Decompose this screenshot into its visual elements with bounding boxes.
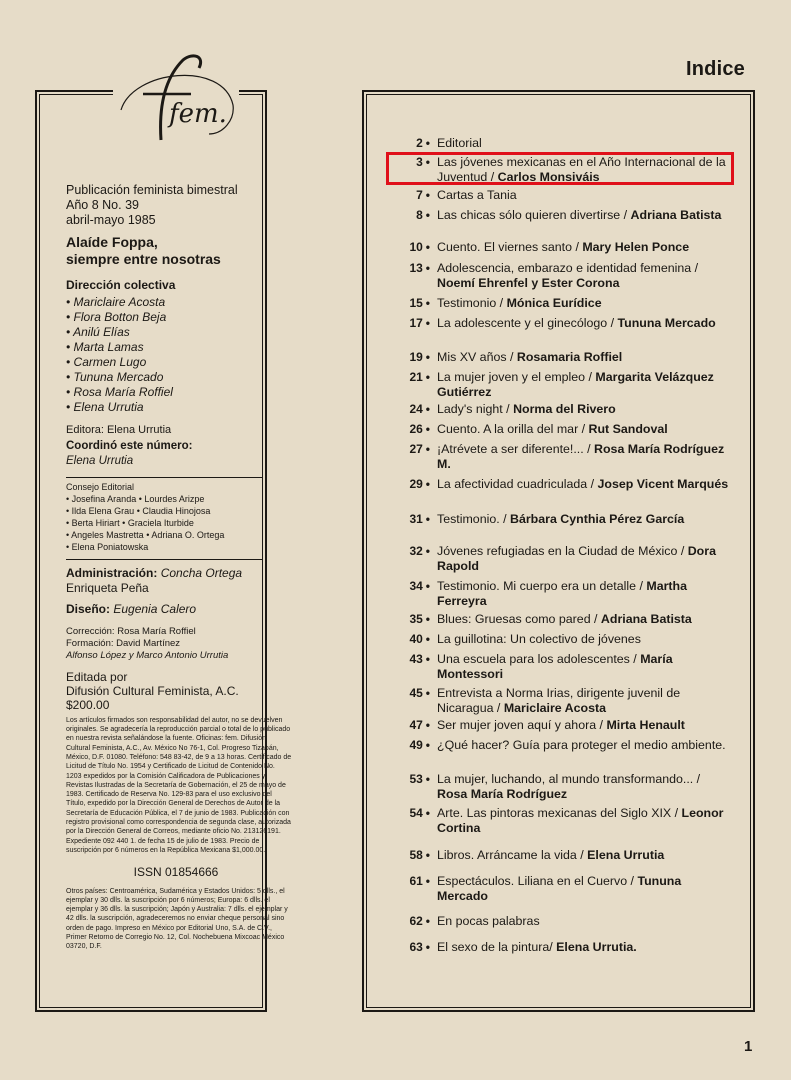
consejo-line: • Ilda Elena Grau • Claudia Hinojosa bbox=[66, 506, 211, 517]
toc-page-value: 27 bbox=[409, 442, 423, 456]
toc-page-value: 10 bbox=[409, 240, 423, 254]
toc-page-value: 3 bbox=[416, 155, 423, 169]
toc-text bbox=[437, 422, 729, 437]
toc-author: Dora Rapold bbox=[437, 544, 716, 573]
toc-author: Mariclaire Acosta bbox=[503, 701, 606, 715]
publication-date: abril-mayo 1985 bbox=[66, 213, 156, 227]
toc-title: El sexo de la pintura/ bbox=[437, 940, 553, 954]
toc-page-number bbox=[380, 772, 430, 787]
toc-page-number bbox=[380, 686, 430, 701]
bullet-icon: • bbox=[425, 316, 430, 330]
toc-page-value: 61 bbox=[409, 874, 423, 888]
toc-text bbox=[437, 316, 729, 331]
highlight-box bbox=[386, 152, 734, 185]
toc-title: ¡Atrévete a ser diferente!... / bbox=[437, 442, 591, 456]
admin-label: Administración: bbox=[66, 566, 158, 581]
toc-text bbox=[437, 296, 729, 311]
toc-title: Las chicas sólo quieren divertirse / bbox=[437, 208, 628, 222]
toc-page-number bbox=[380, 874, 430, 889]
toc-text bbox=[437, 579, 729, 609]
toc-page-number bbox=[380, 350, 430, 365]
toc-author: Elena Urrutia. bbox=[556, 940, 637, 954]
bullet-icon: • bbox=[425, 772, 430, 786]
direccion-member: • Anilú Elías bbox=[66, 325, 130, 340]
bullet-icon: • bbox=[425, 422, 430, 436]
consejo-title: Consejo Editorial bbox=[66, 477, 262, 494]
toc-page-number bbox=[380, 738, 430, 753]
toc-author: María Montessori bbox=[437, 652, 673, 681]
toc-page-number bbox=[380, 718, 430, 733]
issn: ISSN 01854666 bbox=[133, 865, 219, 880]
toc-title: Entrevista a Norma Irias, dirigente juvenil de Nicaragua / bbox=[437, 686, 681, 715]
toc-page-number bbox=[380, 370, 430, 385]
bullet-icon: • bbox=[425, 940, 430, 954]
toc-title: Las jóvenes mexicanas en el Año Internacional de la Juventud / bbox=[437, 155, 726, 184]
toc-text bbox=[437, 652, 729, 682]
bullet-icon: • bbox=[425, 579, 430, 593]
divider bbox=[66, 559, 262, 560]
toc-title: La mujer, luchando, al mundo transformando... / bbox=[437, 772, 701, 786]
direccion-list bbox=[66, 295, 288, 415]
toc-text bbox=[437, 208, 729, 223]
toc-page-value: 45 bbox=[409, 686, 423, 700]
bullet-icon: • bbox=[425, 370, 430, 384]
toc-page-number bbox=[380, 188, 430, 203]
toc-title: Una escuela para los adolescentes / bbox=[437, 652, 637, 666]
coordino-name: Elena Urrutia bbox=[66, 455, 134, 468]
toc-page-value: 43 bbox=[409, 652, 423, 666]
toc-title: Cuento. El viernes santo / bbox=[437, 240, 579, 254]
toc-page-value: 54 bbox=[409, 806, 423, 820]
formacion-2: Alfonso López y Marco Antonio Urrutia bbox=[66, 649, 229, 661]
toc-page-value: 62 bbox=[409, 914, 423, 928]
toc-author: Rosa María Rodríguez M. bbox=[437, 442, 725, 471]
toc-page-value: 49 bbox=[409, 738, 423, 752]
toc-author: Noemí Ehrenfel y Ester Corona bbox=[437, 276, 620, 290]
legal-notice: Los artículos firmados son responsabilidad del autor, no se devuelven originales. Se agradecería la reproducción parcial o total de lo publicado en nuestra revista señalándose la fuente. Oficinas: fem. Difusión Cultural Feminista, A.C., Av. México No 76-1, Col. Progreso Tizapán, México, D.F. 01080. Teléfono: 548 83-42, de 9 a 13 horas. Certificado de Licitud de Título No. 1954 y Certificado de Licitud de Contenido No. 1203 expedidos por la Comisión Calificadora de Publicaciones y Revistas Ilustradas de la Secretaría de Gobernación, el 25 de mayo de 1983. Certificado de Reserva No. 129-83 para el uso exclusivo del Título, expedido por la Dirección General de Derechos de Autor de la Secretaría de Educación Pública, el 7 de junio de 1983. Publicación con registro provisional como correspondencia de segunda clase, autorizada por la Dirección General de Correos, mediante oficio No. 213126191. Expediente 092 440 1. de fecha 15 de julio de 1983. Precio de suscripción por 6 números en la República Mexicana $1,000.00. bbox=[66, 716, 292, 854]
toc-text bbox=[437, 261, 729, 291]
editada-line: Difusión Cultural Feminista, A.C. bbox=[66, 683, 239, 698]
toc-page-value: 7 bbox=[416, 188, 423, 202]
bullet-icon: • bbox=[425, 806, 430, 820]
toc-page-number bbox=[380, 422, 430, 437]
toc-author: Rut Sandoval bbox=[588, 422, 668, 436]
toc-page-number bbox=[380, 477, 430, 492]
toc-text bbox=[437, 350, 729, 365]
toc-page-value: 63 bbox=[409, 940, 423, 954]
toc-page-value: 34 bbox=[409, 579, 423, 593]
bullet-icon: • bbox=[425, 477, 430, 491]
toc-page-number bbox=[380, 512, 430, 527]
toc-page-value: 15 bbox=[409, 296, 423, 310]
toc-title: Cartas a Tania bbox=[437, 188, 517, 202]
toc-page-number bbox=[380, 632, 430, 647]
toc-text bbox=[437, 136, 729, 151]
direccion-member: • Flora Botton Beja bbox=[66, 310, 167, 325]
toc-author: Carlos Monsiváis bbox=[497, 170, 600, 184]
admin-name: Concha Ortega bbox=[160, 566, 243, 581]
toc-title: Mis XV años / bbox=[437, 350, 514, 364]
toc-title: En pocas palabras bbox=[437, 914, 540, 928]
fem-logo bbox=[113, 50, 239, 146]
toc-text bbox=[437, 806, 729, 836]
bullet-icon: • bbox=[425, 632, 430, 646]
masthead-content bbox=[66, 183, 292, 952]
page-number: 1 bbox=[744, 1038, 753, 1055]
toc-page-number bbox=[380, 136, 430, 151]
toc-page-number bbox=[380, 848, 430, 863]
toc-text bbox=[437, 612, 729, 627]
toc-text bbox=[437, 477, 729, 492]
toc-author: Leonor Cortina bbox=[437, 806, 724, 835]
bullet-icon: • bbox=[425, 402, 430, 416]
toc-page-value: 19 bbox=[409, 350, 423, 364]
bullet-icon: • bbox=[425, 188, 430, 202]
toc-text bbox=[437, 718, 729, 733]
bullet-icon: • bbox=[425, 442, 430, 456]
toc-page-value: 47 bbox=[409, 718, 423, 732]
toc-page-number bbox=[380, 612, 430, 627]
toc-title: La mujer joven y el empleo / bbox=[437, 370, 592, 384]
toc-page-value: 40 bbox=[409, 632, 423, 646]
bullet-icon: • bbox=[425, 874, 430, 888]
bullet-icon: • bbox=[425, 718, 430, 732]
logo-text: fem. bbox=[169, 99, 227, 129]
toc-title: Blues: Gruesas como pared / bbox=[437, 612, 598, 626]
toc-author: Adriana Batista bbox=[630, 208, 722, 222]
bullet-icon: • bbox=[425, 686, 430, 700]
toc-author: Mary Helen Ponce bbox=[582, 240, 690, 254]
bullet-icon: • bbox=[425, 240, 430, 254]
toc-title: Arte. Las pintoras mexicanas del Siglo XIX / bbox=[437, 806, 679, 820]
bullet-icon: • bbox=[425, 155, 430, 169]
toc-page-number bbox=[380, 806, 430, 821]
toc-author: Tununa Mercado bbox=[437, 874, 682, 903]
administracion bbox=[66, 566, 288, 596]
toc-page-value: 24 bbox=[409, 402, 423, 416]
credits bbox=[66, 626, 288, 662]
other-countries: Otros países: Centroamérica, Sudamérica y Estados Unidos: 5 dlls., el ejemplar y 30 dlls. la suscripción por 6 números; Europa: 6 dlls. el ejemplar y 36 dlls. la suscripción; Japón y Australia: 7 dlls. el ejemplar y 42 dlls. la suscripción, agradeceremos no enviar cheque personal sino orden de pago. Impreso en México por Editorial Uno, S.A. de C.V., Primer Retorno de Corregio No. 12, Col. Nochebuena Mixcoac México 03720, D.F. bbox=[66, 887, 288, 951]
diseno-name: Eugenia Calero bbox=[113, 602, 197, 617]
toc-text bbox=[437, 914, 729, 929]
publication-issue: Año 8 No. 39 bbox=[66, 198, 139, 212]
bullet-icon: • bbox=[425, 261, 430, 275]
publication-info bbox=[66, 183, 288, 228]
tribute-line: Alaíde Foppa, bbox=[66, 234, 158, 250]
toc-page-number bbox=[380, 402, 430, 417]
diseno bbox=[66, 602, 288, 617]
toc-page-value: 8 bbox=[416, 208, 423, 222]
toc-title: La guillotina: Un colectivo de jóvenes bbox=[437, 632, 641, 646]
toc-text bbox=[437, 940, 729, 955]
toc-page-value: 26 bbox=[409, 422, 423, 436]
consejo-line: • Josefina Aranda • Lourdes Arizpe bbox=[66, 494, 205, 505]
toc-page-value: 21 bbox=[409, 370, 423, 384]
bullet-icon: • bbox=[425, 652, 430, 666]
toc-page-number bbox=[380, 240, 430, 255]
toc-page-number bbox=[380, 296, 430, 311]
toc-author: Mónica Eurídice bbox=[506, 296, 602, 310]
consejo-line: • Berta Hiriart • Graciela Iturbide bbox=[66, 518, 194, 529]
toc-author: Norma del Rivero bbox=[513, 402, 616, 416]
toc-title: Lady's night / bbox=[437, 402, 510, 416]
toc-page-value: 31 bbox=[409, 512, 423, 526]
toc-page-value: 17 bbox=[409, 316, 423, 330]
toc-title: Testimonio / bbox=[437, 296, 504, 310]
toc-text bbox=[437, 370, 729, 400]
toc-text bbox=[437, 512, 729, 527]
toc-title: Ser mujer joven aquí y ahora / bbox=[437, 718, 603, 732]
toc-title: Adolescencia, embarazo e identidad femenina / bbox=[437, 261, 699, 275]
toc-text bbox=[437, 188, 729, 203]
bullet-icon: • bbox=[425, 848, 430, 862]
toc-author: Tununa Mercado bbox=[617, 316, 716, 330]
toc-page-number bbox=[380, 579, 430, 594]
admin-name-2: Enriqueta Peña bbox=[66, 581, 149, 596]
toc-text bbox=[437, 686, 729, 716]
toc-author: Bárbara Cynthia Pérez García bbox=[510, 512, 685, 526]
toc-author: Martha Ferreyra bbox=[437, 579, 688, 608]
toc-author: Rosamaria Roffiel bbox=[516, 350, 623, 364]
toc-text bbox=[437, 848, 729, 863]
toc-author: Adriana Batista bbox=[600, 612, 692, 626]
toc-text bbox=[437, 240, 729, 255]
bullet-icon: • bbox=[425, 512, 430, 526]
toc-page-number bbox=[380, 261, 430, 276]
toc-text bbox=[437, 632, 729, 647]
toc-page-number bbox=[380, 940, 430, 955]
toc-page-number bbox=[380, 442, 430, 457]
toc-text bbox=[437, 738, 729, 753]
bullet-icon: • bbox=[425, 738, 430, 752]
toc-author: Josep Vicent Marqués bbox=[597, 477, 729, 491]
toc-title: Espectáculos. Liliana en el Cuervo / bbox=[437, 874, 634, 888]
toc-title: La afectividad cuadriculada / bbox=[437, 477, 595, 491]
direccion-title: Dirección colectiva bbox=[66, 278, 176, 292]
coordino-label: Coordinó este número: bbox=[66, 440, 193, 453]
tribute bbox=[66, 234, 288, 268]
toc-text bbox=[437, 402, 729, 417]
correccion: Corrección: Rosa María Roffiel bbox=[66, 625, 196, 637]
toc-page-value: 35 bbox=[409, 612, 423, 626]
editada-line: Editada por bbox=[66, 669, 128, 684]
bullet-icon: • bbox=[425, 544, 430, 558]
consejo-line: • Elena Poniatowska bbox=[66, 542, 149, 553]
toc-text bbox=[437, 442, 729, 472]
toc-author: Margarita Velázquez Gutiérrez bbox=[437, 370, 714, 399]
consejo-list bbox=[66, 493, 266, 553]
toc-text bbox=[437, 772, 729, 802]
bullet-icon: • bbox=[425, 296, 430, 310]
toc-page-value: 13 bbox=[409, 261, 423, 275]
toc-page-value: 58 bbox=[409, 848, 423, 862]
toc-page-number bbox=[380, 652, 430, 667]
toc-title: Libros. Arráncame la vida / bbox=[437, 848, 584, 862]
toc-page-value: 2 bbox=[416, 136, 423, 150]
direccion-member: • Carmen Lugo bbox=[66, 355, 147, 370]
toc-author: Elena Urrutia bbox=[587, 848, 665, 862]
index-heading: Indice bbox=[686, 58, 745, 80]
toc-page-number bbox=[380, 914, 430, 929]
toc-page-value: 29 bbox=[409, 477, 423, 491]
direccion-member: • Rosa María Roffiel bbox=[66, 385, 173, 400]
formacion: Formación: David Martínez bbox=[66, 637, 181, 649]
bullet-icon: • bbox=[425, 208, 430, 222]
toc-text bbox=[437, 874, 729, 904]
editora: Editora: Elena Urrutia bbox=[66, 424, 172, 437]
direccion-member: • Mariclaire Acosta bbox=[66, 295, 166, 310]
toc-title: ¿Qué hacer? Guía para proteger el medio ambiente. bbox=[437, 738, 726, 752]
toc-page-number bbox=[380, 544, 430, 559]
toc-title: Cuento. A la orilla del mar / bbox=[437, 422, 586, 436]
toc-title: Jóvenes refugiadas en la Ciudad de México / bbox=[437, 544, 685, 558]
diseno-label: Diseño: bbox=[66, 602, 111, 617]
bullet-icon: • bbox=[425, 914, 430, 928]
toc-page-value: 53 bbox=[409, 772, 423, 786]
direccion-member: • Tununa Mercado bbox=[66, 370, 164, 385]
tribute-line: siempre entre nosotras bbox=[66, 251, 221, 267]
bullet-icon: • bbox=[425, 350, 430, 364]
toc-title: La adolescente y el ginecólogo / bbox=[437, 316, 615, 330]
toc-title: Testimonio. / bbox=[437, 512, 507, 526]
bullet-icon: • bbox=[425, 612, 430, 626]
bullet-icon: • bbox=[425, 136, 430, 150]
consejo-line: • Angeles Mastretta • Adriana O. Ortega bbox=[66, 530, 225, 541]
toc-author: Mirta Henault bbox=[606, 718, 685, 732]
direccion-member: • Elena Urrutia bbox=[66, 400, 144, 415]
toc-title: Testimonio. Mi cuerpo era un detalle / bbox=[437, 579, 643, 593]
toc-page-number bbox=[380, 208, 430, 223]
toc-author: Rosa María Rodríguez bbox=[437, 787, 568, 801]
toc-text bbox=[437, 544, 729, 574]
direccion-member: • Marta Lamas bbox=[66, 340, 144, 355]
toc-title: Editorial bbox=[437, 136, 482, 150]
publication-type: Publicación feminista bimestral bbox=[66, 183, 238, 197]
editada bbox=[66, 670, 288, 712]
toc-page-value: 32 bbox=[409, 544, 423, 558]
toc-page-number bbox=[380, 316, 430, 331]
editada-price: $200.00 bbox=[66, 697, 110, 712]
